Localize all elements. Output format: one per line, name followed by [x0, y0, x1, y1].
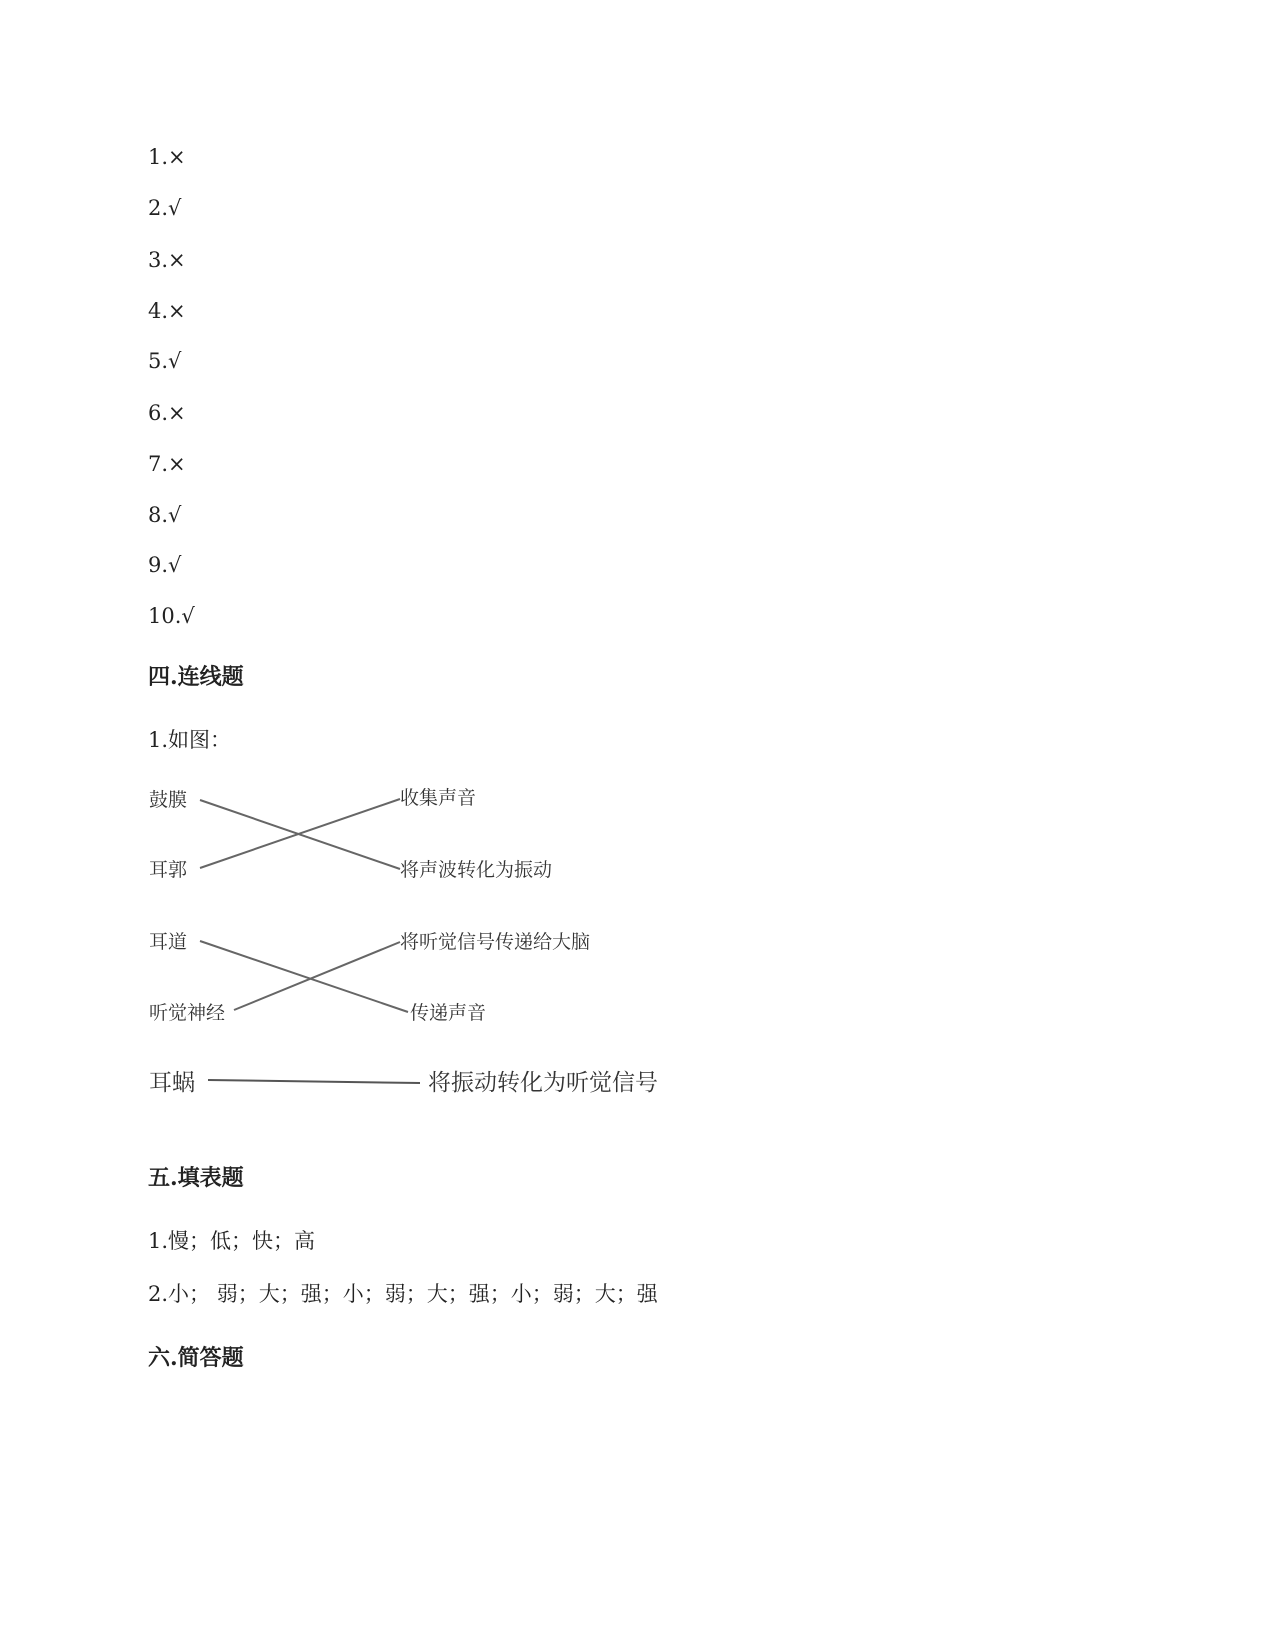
- section-heading-table: 五.填表题: [148, 1165, 244, 1191]
- answer-6: 6.×: [148, 401, 186, 425]
- left-label-ear-canal: 耳道: [149, 931, 188, 953]
- answer-5: 5.√: [148, 349, 182, 373]
- left-label-cochlea: 耳蜗: [149, 1070, 195, 1096]
- match-line-cochlea: [208, 1080, 420, 1083]
- answer-4: 4.×: [148, 299, 186, 323]
- matching-diagram: [140, 787, 740, 1160]
- answer-8: 8.√: [148, 503, 182, 527]
- right-label-convert-to-vibration: 将声波转化为振动: [400, 859, 553, 881]
- right-label-transmit-sound: 传递声音: [410, 1002, 487, 1024]
- answer-1: 1.×: [148, 145, 186, 169]
- section-heading-short-answer: 六.简答题: [148, 1345, 244, 1371]
- answer-3: 3.×: [148, 248, 186, 272]
- right-label-transmit-to-brain: 将听觉信号传递给大脑: [400, 931, 591, 953]
- table-answer-1: 1.慢；低；快；高: [148, 1229, 316, 1253]
- table-answer-2: 2.小； 弱；大；强；小；弱；大；强；小；弱；大；强: [148, 1282, 658, 1306]
- left-label-eardrum: 鼓膜: [149, 789, 188, 811]
- answer-7: 7.×: [148, 452, 186, 476]
- answer-9: 9.√: [148, 553, 182, 577]
- section-heading-matching: 四.连线题: [148, 664, 244, 690]
- matching-item-label: 1.如图：: [148, 728, 232, 752]
- answer-10: 10.√: [148, 604, 195, 628]
- right-label-convert-to-signal: 将振动转化为听觉信号: [428, 1070, 658, 1096]
- left-label-auditory-nerve: 听觉神经: [149, 1002, 226, 1024]
- answer-2: 2.√: [148, 196, 182, 220]
- right-label-collect-sound: 收集声音: [400, 787, 477, 809]
- left-label-auricle: 耳郭: [149, 859, 188, 881]
